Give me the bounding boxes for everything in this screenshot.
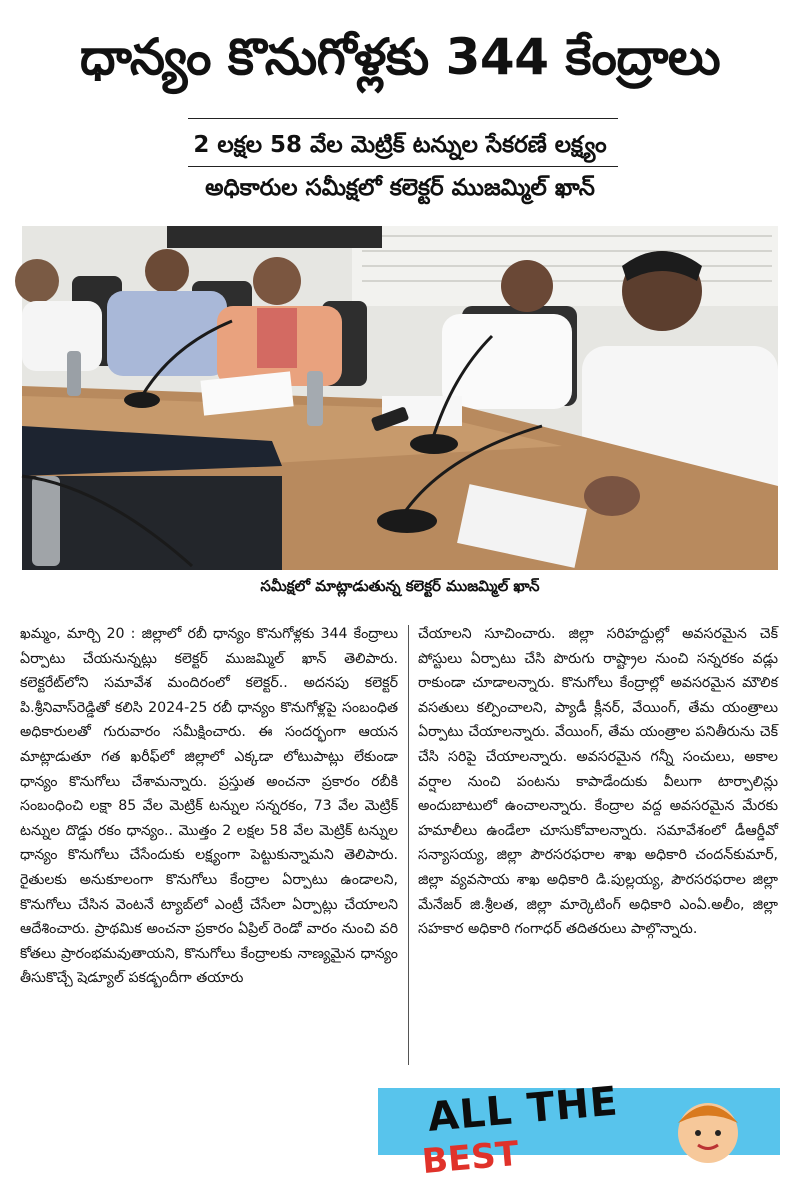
column-divider <box>408 625 409 1065</box>
ad-headline: ALL THE <box>425 1078 621 1141</box>
photo-caption: సమీక్షలో మాట్లాడుతున్న కలెక్టర్ ముజమ్మిల్ ఖాన్ <box>260 577 540 595</box>
divider <box>188 118 618 119</box>
divider <box>188 166 618 167</box>
headline: ధాన్యం కొనుగోళ్లకు 344 కేంద్రాలు <box>79 28 721 86</box>
article-column-left <box>20 622 398 991</box>
ad-headline-secondary: BEST <box>420 1133 521 1182</box>
article-column-right <box>418 622 778 942</box>
article-body-left: ఖమ్మం, మార్చి 20 : జిల్లాలో రబీ ధాన్యం కొనుగోళ్లకు 344 కేంద్రాలు ఏర్పాటు చేయనున్నట్లు కలెక్టర్ ముజమ్మిల్ ఖాన్ తెలిపారు. కలెక్టరేట్‌లోని సమావేశ మందిరంలో కలెక్టర్.. అదనపు కలెక్టర్ పి.శ్రీనివాస్‌రెడ్డితో కలిసి 2024-25 రబీ ధాన్యం కొనుగోళ్లపై సంబంధిత అధికారులతో గురువారం సమీక్షించారు. ఈ సందర్భంగా ఆయన మాట్లాడుతూ గత ఖరీఫ్‌లో జిల్లాలో ఎక్కడా లోటుపాట్లు లేకుండా ధాన్యం కొనుగోలు చేశామన్నారు. ప్రస్తుత అంచనా ప్రకారం రబీకి సంబంధించి లక్షా 85 వేల మెట్రిక్ టన్నుల సన్నరకం, 73 వేల మెట్రిక్ టన్నుల దొడ్డు రకం ధాన్యం.. మొత్తం 2 లక్షల 58 వేల మెట్రిక్ టన్నుల ధాన్యం కొనుగోలు చేసేందుకు లక్ష్యంగా పెట్టుకున్నామని తెలిపారు. రైతులకు అనుకూలంగా కొనుగోలు కేంద్రాల ఏర్పాటు ఉండాలని, కొనుగోలు చేసిన వెంటనే ట్యాబ్‌లో ఎంట్రీ చేసేలా ఏర్పాట్లు చేయాలని ఆదేశించారు. ప్రాథమిక అంచనా ప్రకారం ఏప్రిల్ రెండో వారం నుంచి వరి కోతలు ప్రారంభమవుతాయని, కొనుగోలు కేంద్రాలకు నాణ్యమైన ధాన్యం తీసుకొచ్చే షెడ్యూల్ పకడ్బందీగా తయారు <box>20 626 398 987</box>
news-photo <box>22 226 778 570</box>
article-body-right: చేయాలని సూచించారు. జిల్లా సరిహద్దుల్లో అవసరమైన చెక్ పోస్టులు ఏర్పాటు చేసి పొరుగు రాష్ట్రాల నుంచి సన్నరకం వడ్లు రాకుండా చూడాలన్నారు. కొనుగోలు కేంద్రాల్లో అవసరమైన మౌలిక వసతులు కల్పించాలని, ప్యాడీ క్లీనర్, వేయింగ్, తేమ యంత్రాలు ఏర్పాటు చేయాలన్నారు. వేయింగ్, తేమ యంత్రాల పనితీరును చెక్ చేసి సరిపై చేయాలన్నారు. అవసరమైన గన్నీ సంచులు, అకాల వర్షాల నుంచి పంటను కాపాడేందుకు వీలుగా టార్పాలిన్లు అందుబాటులో ఉంచాలన్నారు. కేంద్రాల వద్ద అవసరమైన మేరకు హమాలీలు ఉండేలా చూసుకోవాలన్నారు. సమావేశంలో డీఆర్డీవో సన్యాసయ్య, జిల్లా పౌరసరఫరాల శాఖ అధికారి చందన్‌కుమార్, జిల్లా వ్యవసాయ శాఖ అధికారి డి.పుల్లయ్య, పౌరసరఫరాల జిల్లా మేనేజర్ జి.శ్రీలత, జిల్లా మార్కెటింగ్ అధికారి ఎంఏ.అలీం, జిల్లా సహకార అధికారి గంగాధర్ తదితరులు పాల్గొన్నారు. <box>418 626 778 938</box>
advertisement-banner[interactable] <box>378 1078 780 1182</box>
meeting-photo-illustration <box>22 226 778 570</box>
subheadline: 2 లక్షల 58 వేల మెట్రిక్ టన్నుల సేకరణే లక్ష్యం <box>193 132 607 158</box>
cartoon-child-icon <box>648 1088 768 1155</box>
subheadline-secondary: అధికారుల సమీక్షలో కలెక్టర్ ముజమ్మిల్ ఖాన్ <box>205 175 595 201</box>
